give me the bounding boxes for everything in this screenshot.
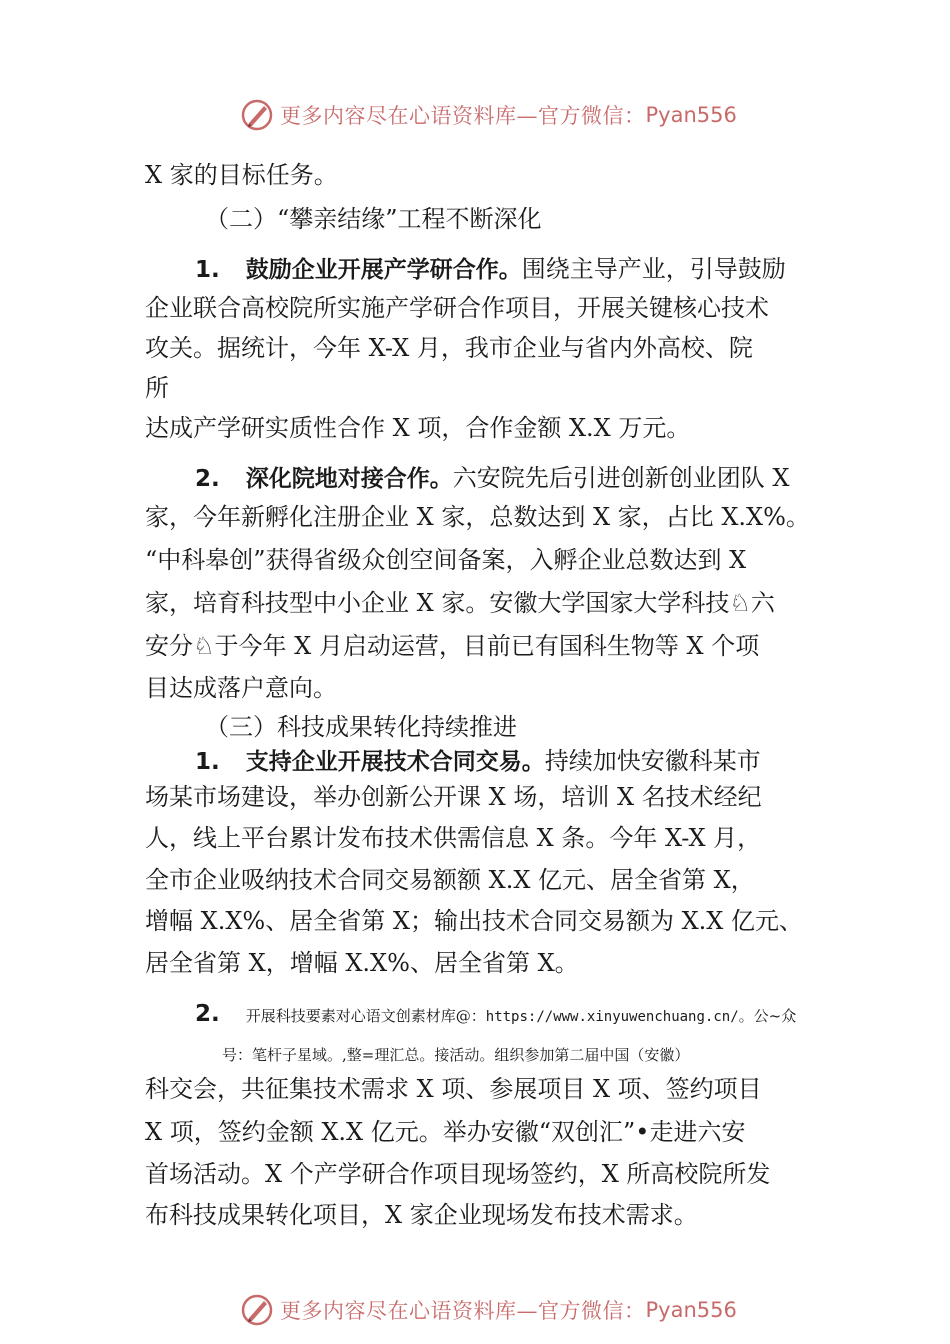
paragraph-line: 目达成落户意向。	[145, 674, 337, 702]
item-text: 。公~众	[738, 1007, 797, 1025]
item-number: 2.	[195, 1001, 220, 1027]
paragraph-line: 家，今年新孵化注册企业 X 家，总数达到 X 家，占比 X.X%。	[145, 503, 810, 531]
footer-banner	[240, 1290, 737, 1330]
paragraph-line: 家，培育科技型中小企业 X 家。安徽大学国家大学科技♘六	[145, 589, 775, 617]
item-number: 1.	[195, 749, 220, 775]
list-item-heading-line	[195, 998, 796, 1029]
paragraph-line: 科交会，共征集技术需求 X 项、参展项目 X 项、签约项目	[145, 1075, 762, 1103]
paragraph-line: 企业联合高校院所实施产学研合作项目，开展关键核心技术	[145, 294, 769, 322]
paragraph-line: 号：笔杆子星域。,整=理汇总。接活动。组织参加第二届中国（安徽）	[222, 1046, 690, 1064]
paragraph-line: 增幅 X.X%、居全省第 X；输出技术合同交易额为 X.X 亿元、	[145, 907, 804, 935]
paragraph-line: 攻关。据统计，今年 X-X 月，我市企业与省内外高校、院	[145, 334, 753, 362]
paragraph-line: 达成产学研实质性合作 X 项，合作金额 X.X 万元。	[145, 414, 691, 442]
item-number: 1.	[195, 257, 220, 283]
banner-wechat-id: Pyan556	[645, 103, 737, 127]
paragraph-line: 布科技成果转化项目，X 家企业现场发布技术需求。	[145, 1201, 698, 1229]
section-heading: （二）“攀亲结缘”工程不断深化	[205, 205, 542, 233]
item-text: 开展科技要素对心语文创素材库@：	[245, 1007, 486, 1025]
paragraph-line: 首场活动。X 个产学研合作项目现场签约，X 所高校院所发	[145, 1160, 771, 1188]
list-item-heading-line	[195, 746, 761, 777]
item-text: 围绕主导产业，引导鼓励	[521, 255, 786, 283]
item-text: 持续加快安徽科某市	[544, 747, 761, 775]
paragraph-line: X 项，签约金额 X.X 亿元。举办安徽“双创汇”•走进六安	[145, 1118, 746, 1146]
paragraph-line: 所	[145, 374, 169, 402]
item-heading: 支持企业开展技术合同交易。	[245, 749, 545, 775]
list-item-heading-line	[195, 463, 789, 494]
website-url: https://www.xinyuwenchuang.cn/	[485, 1009, 739, 1025]
paragraph-line: 人，线上平台累计发布技术供需信息 X 条。今年 X-X 月，	[145, 824, 762, 852]
paragraph-line: 安分♘于今年 X 月启动运营，目前已有国科生物等 X 个项	[145, 632, 760, 660]
paragraph-line: 全市企业吸纳技术合同交易额额 X.X 亿元、居全省第 X，	[145, 866, 755, 894]
paragraph-line: “中科皋创”获得省级众创空间备案，入孵企业总数达到 X	[145, 546, 747, 574]
list-item-heading-line	[195, 254, 786, 285]
banner-wechat-id: Pyan556	[645, 1298, 737, 1322]
paragraph-line: X 家的目标任务。	[145, 161, 338, 189]
paragraph-line: 居全省第 X，增幅 X.X%、居全省第 X。	[145, 949, 579, 977]
section-heading: （三）科技成果转化持续推进	[205, 713, 517, 741]
item-heading: 深化院地对接合作。	[245, 466, 453, 492]
banner-text: 更多内容尽在心语资料库—官方微信：	[280, 1299, 646, 1323]
header-banner	[240, 95, 737, 135]
pen-logo-icon	[240, 1293, 274, 1327]
pen-logo-icon	[240, 98, 274, 132]
paragraph-line: 场某市场建设，举办创新公开课 X 场，培训 X 名技术经纪	[145, 783, 762, 811]
item-text: 六安院先后引进创新创业团队 X	[452, 464, 790, 492]
item-heading: 鼓励企业开展产学研合作。	[245, 257, 522, 283]
banner-text: 更多内容尽在心语资料库—官方微信：	[280, 104, 646, 128]
item-number: 2.	[195, 466, 220, 492]
